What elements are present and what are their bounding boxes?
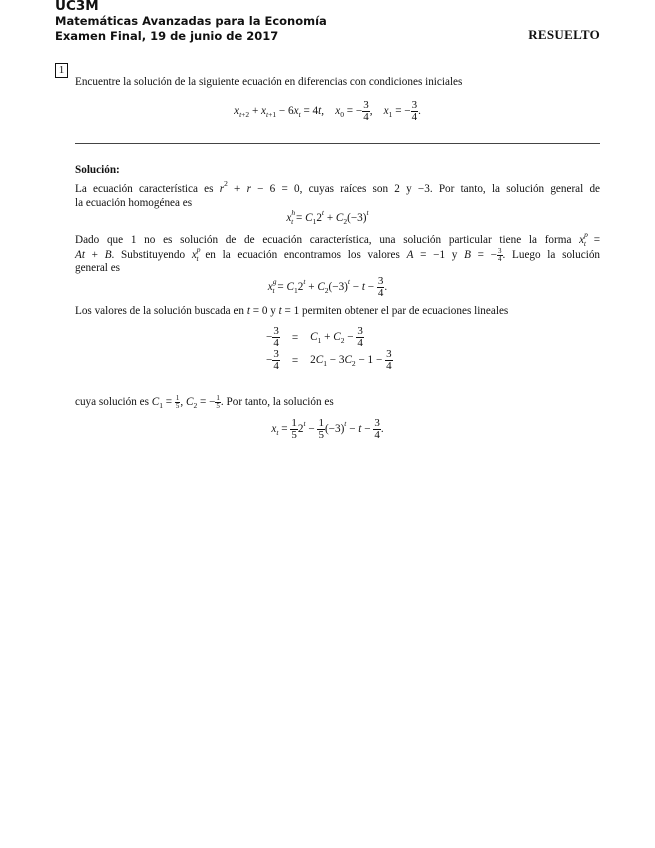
text-fragment: . Por tanto, la solución general de (429, 183, 601, 195)
text-fragment: Los valores de la solución buscada en (75, 305, 245, 317)
problem-number: 1 (58, 64, 65, 76)
text-fragment: , cuyas raíces son 2 y (299, 183, 412, 195)
text-fragment: permiten obtener el par de ecuaciones lineales (302, 305, 509, 317)
system-row: − $\frac{3}{4}$ = $2C_1 - 3C_2 - 1$ − $\frac{3}{4}$ (266, 348, 392, 372)
solution-paragraph-4: cuya solución es $C_1$ = $\frac{1}{5}$ , $C_2$ = − $\frac{1}{5}$ . Por tanto, la solución es (75, 394, 334, 411)
problem-statement: Encuentre la solución de la siguiente ecuación en diferencias con condiciones iniciales (75, 76, 463, 88)
solution-heading: Solución: (75, 164, 120, 176)
solution-paragraph-2-line-1: Dado que 1 no es solución de de ecuación característica, una solución particular tiene la forma $x^p_t$ = (75, 230, 601, 249)
text-fragment: en la ecuación encontramos los valores (205, 249, 400, 262)
text-fragment: y (270, 305, 276, 317)
exam-title: Examen Final, 19 de junio de 2017 (55, 29, 279, 43)
system-row: − $\frac{3}{4}$ = $C_1 + C_2$ − $\frac{3}{4}$ (266, 325, 363, 349)
status-label: RESUELTO (528, 27, 600, 42)
text-fragment: Dado que 1 no es solución de de ecuación característica, una solución particular tiene la forma (75, 234, 572, 246)
homogeneous-solution-equation: $x^h_t = C_12^t + C_2(-3)^t$ (286, 208, 369, 227)
text-fragment: y (451, 249, 458, 262)
solution-paragraph-1-line-2: la ecuación homogénea es (75, 197, 193, 209)
institution-name: UC3M (55, 0, 99, 14)
text-fragment: cuya solución es (75, 396, 149, 409)
text-fragment: . Por tanto, la solución es (220, 396, 334, 409)
solution-paragraph-2-line-3: general es (75, 262, 121, 274)
linear-system (262, 326, 397, 372)
general-solution-equation: $x^g_t = C_12^t + C_2(-3)^t - t$ − $\frac{3}{4}$ . (267, 275, 388, 299)
course-title: Matemáticas Avanzadas para la Economía (55, 14, 327, 28)
text-fragment: La ecuación característica es (75, 183, 214, 195)
text-fragment: . Substituyendo (111, 249, 186, 262)
solution-paragraph-2-line-2: At + B. Substituyendo $x^p_t$ en la ecuación encontramos los valores A = −1 y B = − $\frac{3}{4}$ . Luego la solución (75, 245, 601, 264)
text-fragment: . Luego la solución (502, 249, 601, 262)
section-divider (75, 143, 600, 144)
solution-paragraph-3: Los valores de la solución buscada en t = 0 y t = 1 permiten obtener el par de ecuaciones lineales (75, 305, 509, 317)
problem-number-box (55, 63, 68, 78)
solution-paragraph-1-line-1: La ecuación característica es $r^2 + r - 6 = 0$, cuyas raíces son 2 y −3. Por tanto, la solución general de (75, 179, 601, 195)
problem-equation: $x_{t+2} + x_{t+1} - 6x_t = 4t$, $x_0$ = − $\frac{3}{4}$ , $x_1$ = − $\frac{3}{4}$ . (234, 99, 421, 123)
final-solution-equation: $x_t$ = $\frac{1}{5}$ $2^t$ − $\frac{1}{5}$ $(-3)^t - t$ − $\frac{3}{4}$ . (271, 417, 384, 441)
